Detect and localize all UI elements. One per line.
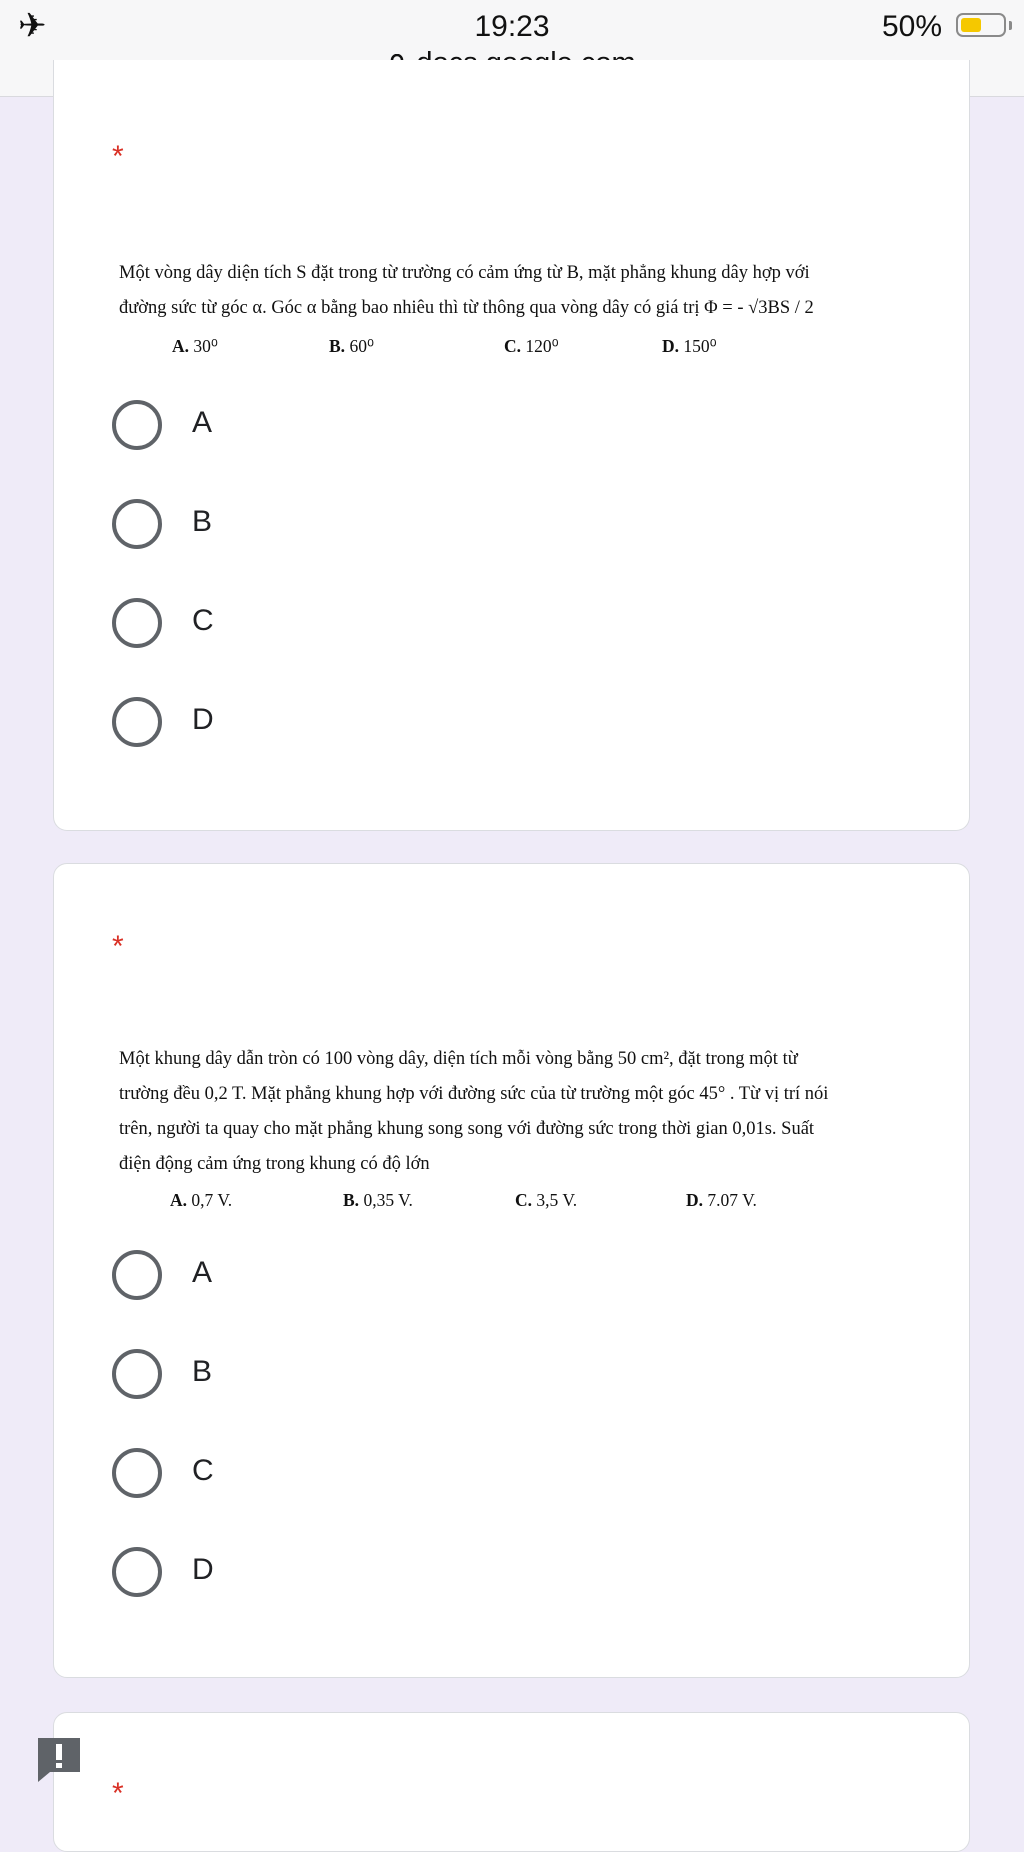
option-label: C xyxy=(192,604,214,637)
choice-a: A. 30⁰ xyxy=(172,336,218,356)
choice-d: D. 7.07 V. xyxy=(686,1190,757,1210)
radio-option-b[interactable] xyxy=(112,499,512,549)
radio-option-c[interactable] xyxy=(112,1448,512,1498)
battery-percentage: 50% xyxy=(881,10,942,43)
question-line: đường sức từ góc α. Góc α bằng bao nhiêu thì từ thông qua vòng dây có giá trị Φ = - √3BS / 2 xyxy=(119,298,814,318)
radio-button[interactable] xyxy=(112,400,162,450)
battery-tip xyxy=(1009,21,1012,30)
radio-button[interactable] xyxy=(112,1448,162,1498)
choice-b: B. 0,35 V. xyxy=(343,1190,413,1210)
question-line: Một khung dây dẫn tròn có 100 vòng dây, diện tích mỗi vòng bằng 50 cm², đặt trong một từ xyxy=(119,1049,798,1069)
choice-a: A. 0,7 V. xyxy=(170,1190,233,1210)
clock: 19:23 xyxy=(474,10,550,43)
choice-b: B. 60⁰ xyxy=(329,336,374,356)
airplane-mode-icon: ✈ xyxy=(18,7,47,45)
radio-option-d[interactable] xyxy=(112,697,512,747)
option-label: C xyxy=(192,1454,214,1487)
radio-option-d[interactable] xyxy=(112,1547,512,1597)
radio-option-c[interactable] xyxy=(112,598,512,648)
option-label: D xyxy=(192,703,214,736)
radio-button[interactable] xyxy=(112,598,162,648)
required-asterisk: * xyxy=(112,930,124,963)
radio-option-a[interactable] xyxy=(112,400,512,450)
radio-button[interactable] xyxy=(112,1547,162,1597)
battery-icon xyxy=(956,13,1006,37)
option-label: A xyxy=(192,1256,213,1289)
report-issue-icon[interactable] xyxy=(34,1734,84,1784)
question-line: điện động cảm ứng trong khung có độ lớn xyxy=(119,1154,430,1174)
choice-c: C. 120⁰ xyxy=(504,336,559,356)
radio-button[interactable] xyxy=(112,697,162,747)
option-label: B xyxy=(192,1355,213,1388)
question-card-3 xyxy=(53,1712,970,1852)
option-label: A xyxy=(192,406,213,439)
radio-option-b[interactable] xyxy=(112,1349,512,1399)
required-asterisk: * xyxy=(112,140,124,173)
radio-button[interactable] xyxy=(112,1349,162,1399)
question-card-1 xyxy=(53,60,970,831)
radio-button[interactable] xyxy=(112,499,162,549)
choice-c: C. 3,5 V. xyxy=(515,1190,578,1210)
question-card-2 xyxy=(53,863,970,1678)
required-asterisk: * xyxy=(112,1777,124,1810)
option-label: D xyxy=(192,1553,214,1586)
radio-button[interactable] xyxy=(112,1250,162,1300)
question-text xyxy=(119,256,919,326)
option-label: B xyxy=(192,505,213,538)
question-line: Một vòng dây diện tích S đặt trong từ trường có cảm ứng từ B, mặt phẳng khung dây hợp với xyxy=(119,263,810,283)
radio-option-a[interactable] xyxy=(112,1250,512,1300)
question-line: trên, người ta quay cho mặt phẳng khung song song với đường sức trong thời gian 0,01s. Suất xyxy=(119,1119,815,1139)
choice-d: D. 150⁰ xyxy=(662,336,717,356)
question-line: trường đều 0,2 T. Mặt phẳng khung hợp với đường sức của từ trường một góc 45° . Từ vị trí nói xyxy=(119,1084,829,1104)
question-text xyxy=(119,1042,919,1182)
